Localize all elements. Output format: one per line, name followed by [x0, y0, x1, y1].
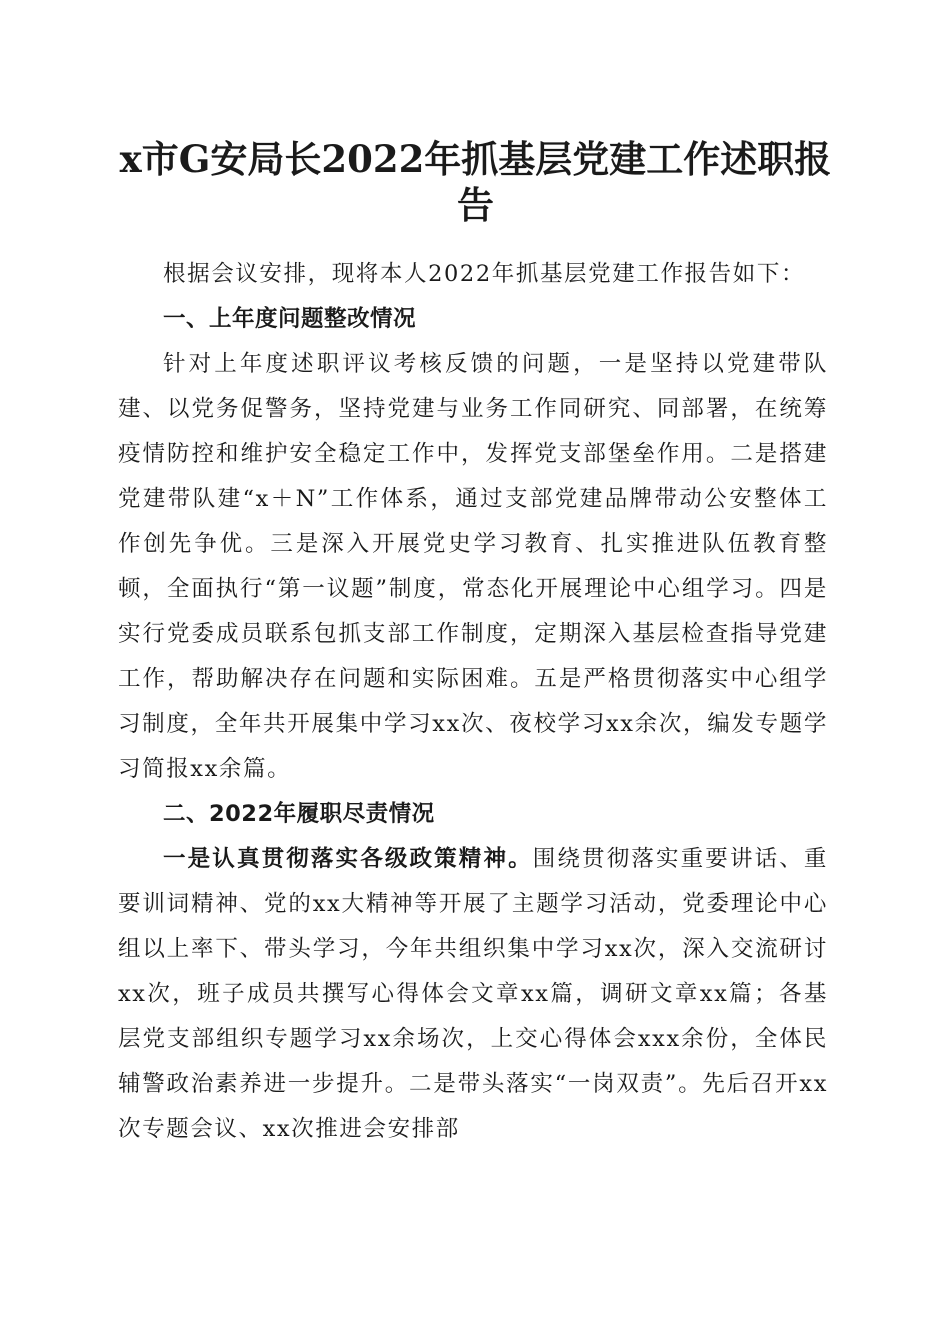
section-2-lead-sentence: 一是认真贯彻落实各级政策精神。 — [163, 846, 533, 872]
document-body — [118, 252, 828, 1152]
section-heading-1: 一、上年度问题整改情况 — [163, 306, 417, 332]
document-title: x市G安局长2022年抓基层党建工作述职报告 — [119, 137, 832, 227]
intro-paragraph: 根据会议安排，现将本人2022年抓基层党建工作报告如下： — [163, 261, 806, 287]
section-2-paragraph-text: 围绕贯彻落实重要讲话、重要训词精神、党的xx大精神等开展了主题学习活动，党委理论中心组以上率下、带头学习，今年共组织集中学习xx次，深入交流研讨xx次，班子成员共撰写心得体会文章xx篇，调研文章xx篇；各基层党支部组织专题学习xx余场次，上交心得体会xxx余份，全体民辅警政治素养进一步提升。二是带头落实“一岗双责”。先后召开xx次专题会议、xx次推进会安排部 — [118, 846, 828, 1142]
section-1-paragraph: 针对上年度述职评议考核反馈的问题，一是坚持以党建带队建、以党务促警务，坚持党建与业务工作同研究、同部署，在统筹疫情防控和维护安全稳定工作中，发挥党支部堡垒作用。二是搭建党建带队建“x＋N”工作体系，通过支部党建品牌带动公安整体工作创先争优。三是深入开展党史学习教育、扎实推进队伍教育整顿，全面执行“第一议题”制度，常态化开展理论中心组学习。四是实行党委成员联系包抓支部工作制度，定期深入基层检查指导党建工作，帮助解决存在问题和实际困难。五是严格贯彻落实中心组学习制度，全年共开展集中学习xx次、夜校学习xx余次，编发专题学习简报xx余篇。 — [118, 351, 828, 782]
section-2-paragraph — [118, 837, 828, 1152]
section-heading-2: 二、2022年履职尽责情况 — [163, 801, 435, 827]
